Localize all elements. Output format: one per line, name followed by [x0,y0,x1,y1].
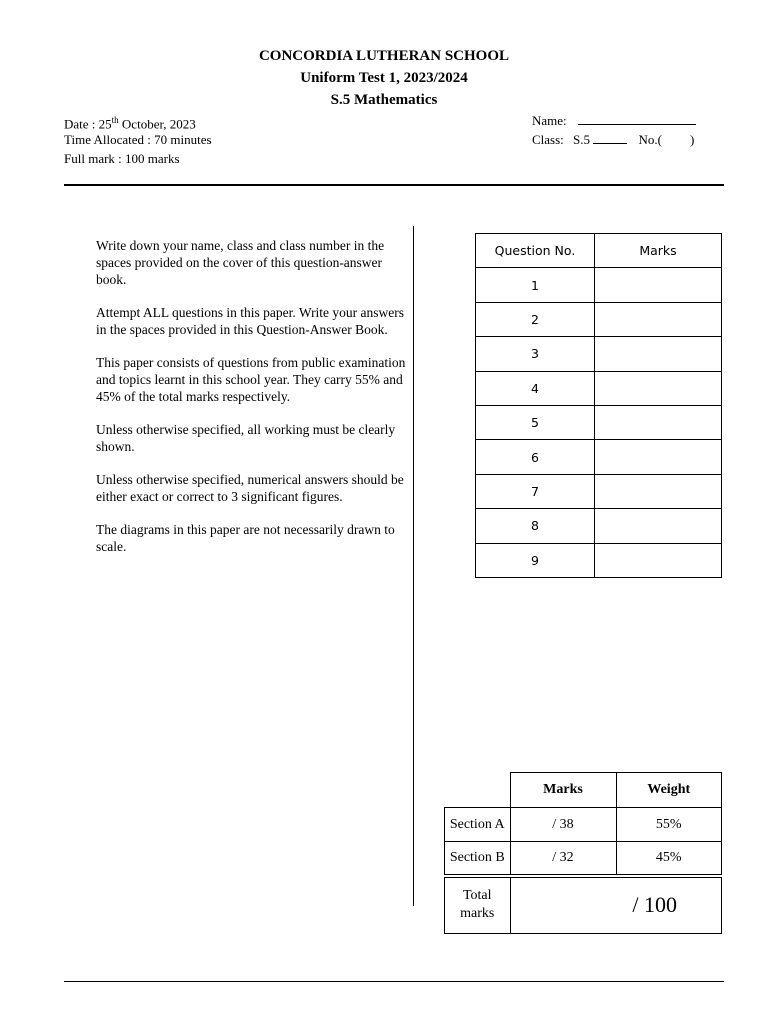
table-row: 5 [476,405,722,439]
instruction-4: Unless otherwise specified, all working must be clearly shown. [96,422,396,454]
section-a-weight: 55% [616,808,722,842]
table-row: 6 [476,440,722,474]
footer-rule [64,981,724,982]
table-row: 8 [476,509,722,543]
class-blank[interactable] [593,131,627,144]
marks-header: Marks [595,234,722,268]
marks-cell[interactable] [595,509,722,543]
instruction-5: Unless otherwise specified, numerical answers should be either exact or correct to 3 significant figures. [96,472,404,504]
table-row: 2 [476,302,722,336]
marks-cell[interactable] [595,302,722,336]
question-no-header: Question No. [476,234,595,268]
table-row [445,842,722,876]
date-line: Date : 25th October, 2023 [64,115,196,132]
marks-cell[interactable] [595,474,722,508]
section-b-marks[interactable]: / 32 [510,842,616,876]
table-row: 3 [476,337,722,371]
marks-cell[interactable] [595,405,722,439]
instructions [96,237,408,571]
time-allocated: Time Allocated : 70 minutes [64,132,212,147]
marks-cell[interactable] [595,337,722,371]
summary-marks-header: Marks [510,773,616,808]
marks-cell[interactable] [595,268,722,302]
header-rule [64,184,724,186]
instruction-1: Write down your name, class and class number in the spaces provided on the cover of this question-answer book. [96,238,385,287]
test-title: Uniform Test 1, 2023/2024 [300,70,468,86]
class-field[interactable]: Class: S.5 No.( ) [532,132,695,147]
name-blank[interactable] [578,112,696,125]
marks-cell[interactable] [595,440,722,474]
section-a-marks[interactable]: / 38 [510,808,616,842]
table-row: 1 [476,268,722,302]
total-marks-label: Total marks [445,876,511,934]
section-b-label: Section B [445,842,511,876]
instruction-2: Attempt ALL questions in this paper. Write your answers in the spaces provided in this Question-Answer Book. [96,305,405,337]
total-marks-value[interactable]: / 100 [510,876,722,934]
column-divider [413,226,414,906]
table-row: 4 [476,371,722,405]
question-marks-table [475,233,722,578]
name-field[interactable]: Name: [532,111,696,130]
marks-cell[interactable] [595,371,722,405]
table-row [445,808,722,842]
instruction-6: The diagrams in this paper are not necessarily drawn to scale. [96,522,395,554]
marks-cell[interactable] [595,543,722,577]
subject-title: S.5 Mathematics [330,92,438,108]
table-row: 7 [476,474,722,508]
section-a-label: Section A [445,808,511,842]
summary-table [444,772,722,934]
summary-weight-header: Weight [616,773,722,808]
instruction-3: This paper consists of questions from public examination and topics learnt in this school year. They carry 55% and 45% of the total marks respectively. [96,355,406,404]
table-row: 9 [476,543,722,577]
full-mark: Full mark : 100 marks [64,151,180,166]
table-row [445,876,722,934]
section-b-weight: 45% [616,842,722,876]
school-name: CONCORDIA LUTHERAN SCHOOL [258,48,510,64]
